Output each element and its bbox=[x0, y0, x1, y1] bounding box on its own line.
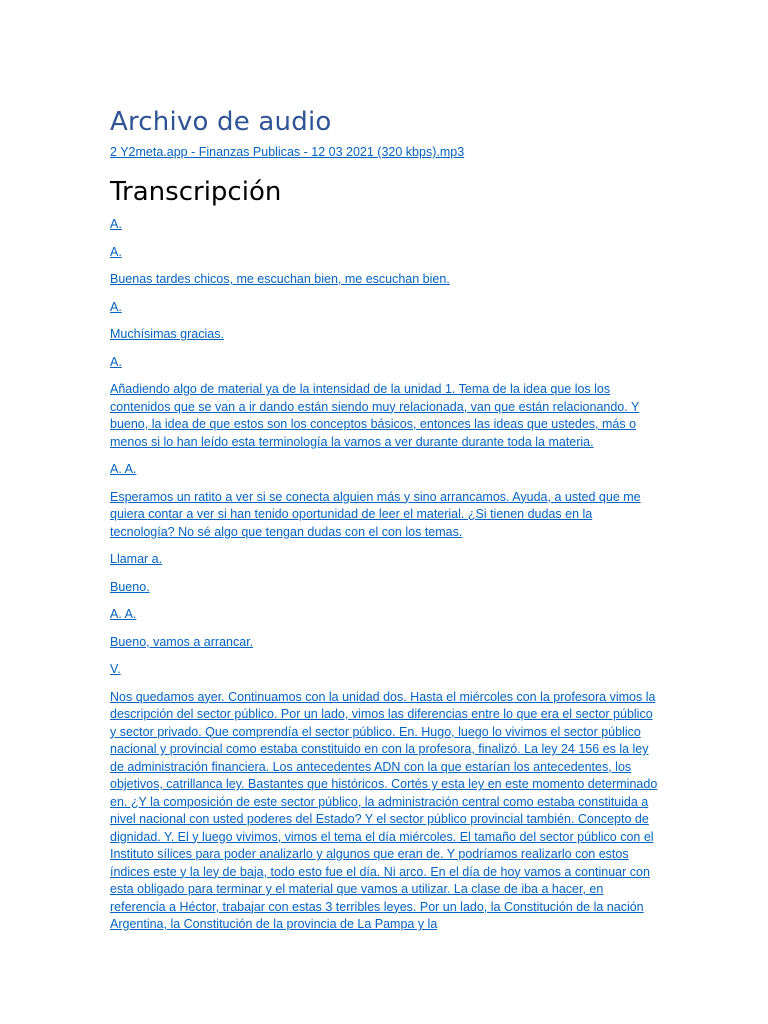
transcript-paragraph[interactable]: A. A. bbox=[110, 462, 137, 476]
transcript-paragraph[interactable]: Llamar a. bbox=[110, 552, 163, 566]
document-page bbox=[110, 104, 660, 944]
transcript-paragraph[interactable]: A. bbox=[110, 354, 122, 369]
transcript-paragraph[interactable]: V. bbox=[110, 662, 121, 676]
transcript-paragraph[interactable]: Esperamos un ratito a ver si se conecta alguien más y sino arrancamos. Ayuda, a usted que me quiera contar a ver si han tenido oportunidad de leer el material. ¿Si tienen dudas en la tecnología? No sé algo que tengan dudas con el con los temas. bbox=[110, 489, 641, 539]
document-title: Archivo de audio bbox=[110, 107, 332, 137]
transcript-paragraph[interactable]: A. bbox=[110, 299, 122, 314]
transcript-paragraph[interactable]: Bueno. bbox=[110, 579, 150, 594]
transcript-paragraph[interactable]: A. bbox=[110, 244, 122, 259]
transcript-paragraph[interactable]: A. bbox=[110, 217, 122, 231]
transcript-body bbox=[110, 216, 660, 934]
audio-file-link[interactable]: 2 Y2meta.app - Finanzas Publicas - 12 03 2021 (320 kbps).mp3 bbox=[110, 145, 465, 159]
transcript-heading: Transcripción bbox=[110, 177, 282, 207]
transcript-paragraph[interactable]: Buenas tardes chicos, me escuchan bien, me escuchan bien. bbox=[110, 272, 450, 286]
transcript-paragraph[interactable]: A. A. bbox=[110, 607, 137, 621]
transcript-paragraph[interactable]: Nos quedamos ayer. Continuamos con la unidad dos. Hasta el miércoles con la profesora vimos la descripción del sector público. Por un lado, vimos las diferencias entre lo que era el sector público y sector privado. Que comprendía el sector público. En. Hugo, luego lo vivimos el sector público nacional y provincial como estaba constituido en con la profesora, finalizó. La ley 24 156 es la ley de administración financiera. Los antecedentes ADN con la que estarían los antecedentes, los objetivos, catrillanca ley. Bastantes que históricos. Cortés y esta ley en este momento determinado en. ¿Y la composición de este sector público, la administración central como estaba constituida a nivel nacional con usted poderes del Estado? Y el sector público provincial también. Concepto de dignidad. Y. El y luego vivimos, vimos el tema el día miércoles. El tamaño del sector público con el Instituto sílices para poder analizarlo y algunos que eran de. Y podríamos realizarlo con estos índices este y la ley de baja, todo esto fue el día. Ni arco. En el día de hoy vamos a continuar con esta obligado para terminar y el material que vamos a utilizar. La clase de iba a hacer, en referencia a Héctor, trabajar con estas 3 terribles leyes. Por un lado, la Constitución de la nación Argentina, la Constitución de la provincia de La Pampa y la bbox=[110, 689, 658, 931]
transcript-paragraph[interactable]: Bueno, vamos a arrancar. bbox=[110, 634, 254, 649]
transcript-paragraph[interactable]: Muchísimas gracias. bbox=[110, 327, 224, 341]
transcript-paragraph[interactable]: Añadiendo algo de material ya de la intensidad de la unidad 1. Tema de la idea que los los contenidos que se van a ir dando están siendo muy relacionada, van que están relacionando. Y bueno, la idea de que estos son los conceptos básicos, entonces las ideas que ustedes, más o menos si lo han leído esta terminología la vamos a ver durante durante toda la materia. bbox=[110, 382, 640, 449]
